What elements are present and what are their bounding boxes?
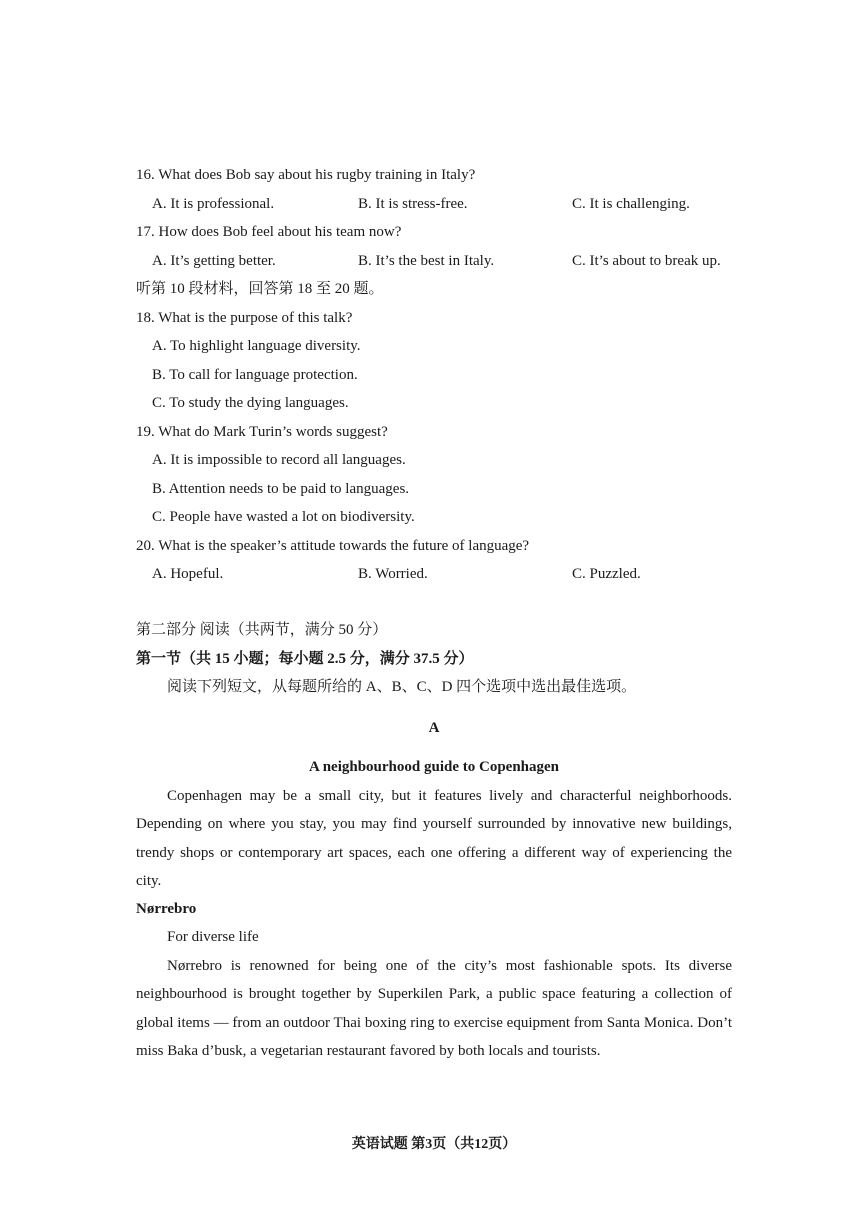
question-19-option-a: A. It is impossible to record all languages. bbox=[152, 452, 406, 468]
question-18-option-a: A. To highlight language diversity. bbox=[152, 338, 361, 354]
part-2-title: 第二部分 阅读（共两节，满分 50 分） bbox=[136, 622, 388, 638]
question-16-option-c: C. It is challenging. bbox=[572, 196, 690, 212]
question-20-option-c: C. Puzzled. bbox=[572, 566, 641, 582]
question-20-option-b: B. Worried. bbox=[358, 566, 428, 582]
section-body: Nørrebro is renowned for being one of the city’s most fashionable spots. Its diverse neighbourhood is brought together by Superkilen Park, a public space featuring a collection of global items — from an outdoor Thai boxing ring to exercise equipment from Santa Monica. Don’t miss Baka d’busk, a vegetarian restaurant favored by both locals and tourists. bbox=[136, 958, 732, 1060]
question-17-stem: 17. How does Bob feel about his team now? bbox=[136, 224, 402, 240]
question-19-stem: 19. What do Mark Turin’s words suggest? bbox=[136, 424, 388, 440]
question-20-stem: 20. What is the speaker’s attitude towards the future of language? bbox=[136, 538, 530, 554]
question-16-stem: 16. What does Bob say about his rugby training in Italy? bbox=[136, 167, 476, 183]
question-16-option-a: A. It is professional. bbox=[152, 196, 275, 212]
passage-intro: Copenhagen may be a small city, but it features lively and characterful neighborhoods. Depending on where you stay, you may find yourself surrounded by innovative new buildings, trendy shops or contemporary art spaces, each one offering a different way of experiencing the city. bbox=[136, 788, 732, 890]
question-18-stem: 18. What is the purpose of this talk? bbox=[136, 310, 353, 326]
section-1-title: 第一节（共 15 小题；每小题 2.5 分，满分 37.5 分） bbox=[136, 651, 474, 667]
page-footer: 英语试题 第3页（共12页） bbox=[351, 1137, 517, 1152]
passage-label: A bbox=[428, 720, 440, 736]
question-17-option-a: A. It’s getting better. bbox=[152, 253, 276, 269]
question-18-option-b: B. To call for language protection. bbox=[152, 367, 358, 383]
section-heading: Nørrebro bbox=[136, 901, 197, 917]
question-16-option-b: B. It is stress-free. bbox=[358, 196, 468, 212]
question-19-option-b: B. Attention needs to be paid to languages. bbox=[152, 481, 410, 497]
question-17-option-b: B. It’s the best in Italy. bbox=[358, 253, 495, 269]
question-20-option-a: A. Hopeful. bbox=[152, 566, 224, 582]
question-18-option-c: C. To study the dying languages. bbox=[152, 395, 349, 411]
passage-title: A neighbourhood guide to Copenhagen bbox=[308, 759, 560, 775]
section-subtitle: For diverse life bbox=[167, 929, 259, 945]
question-17-option-c: C. It’s about to break up. bbox=[572, 253, 721, 269]
question-19-option-c: C. People have wasted a lot on biodiversity. bbox=[152, 509, 415, 525]
listening-instruction: 听第 10 段材料，回答第 18 至 20 题。 bbox=[136, 281, 384, 297]
reading-directions: 阅读下列短文，从每题所给的 A、B、C、D 四个选项中选出最佳选项。 bbox=[167, 679, 637, 695]
